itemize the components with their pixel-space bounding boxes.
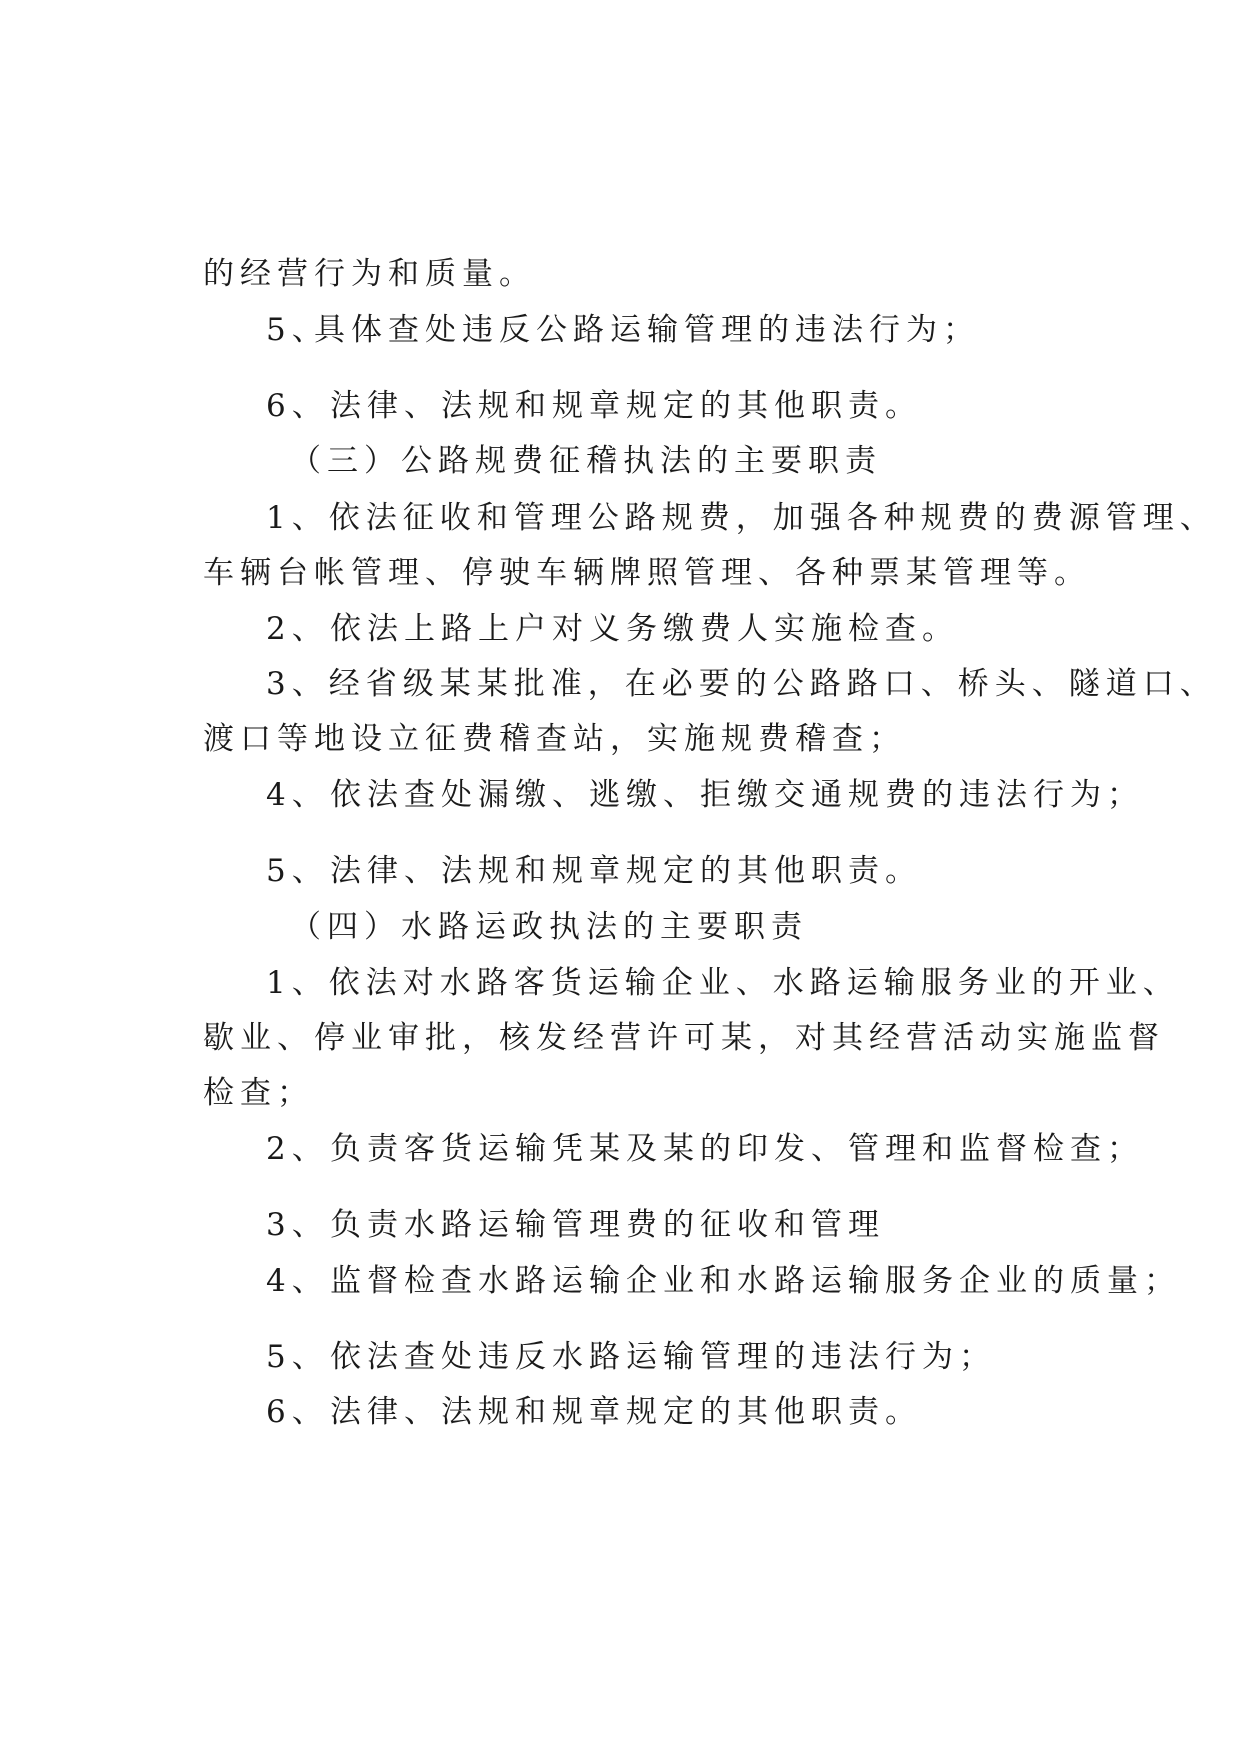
list-item-1-water-line1: 1、依法对水路客货运输企业、水路运输服务业的开业、 — [266, 965, 1180, 1001]
section-heading-3: （三）公路规费征稽执法的主要职责 — [290, 443, 882, 479]
list-item-5-highway: 5、具体查处违反公路运输管理的违法行为； — [266, 312, 980, 348]
list-item-4-fee: 4、依法查处漏缴、逃缴、拒缴交通规费的违法行为； — [266, 777, 1144, 813]
list-item-4-water: 4、监督检查水路运输企业和水路运输服务企业的质量； — [266, 1263, 1181, 1299]
list-item-5-fee: 5、法律、法规和规章规定的其他职责。 — [266, 853, 922, 889]
list-item-3-fee-line2: 渡口等地设立征费稽查站，实施规费稽查； — [203, 721, 906, 757]
list-item-2-fee: 2、依法上路上户对义务缴费人实施检查。 — [266, 611, 959, 647]
list-item-3-fee-line1: 3、经省级某某批准，在必要的公路路口、桥头、隧道口、 — [266, 666, 1217, 702]
list-item-5-water: 5、依法查处违反水路运输管理的违法行为； — [266, 1339, 996, 1375]
list-item-1-fee-line2: 车辆台帐管理、停驶车辆牌照管理、各种票某管理等。 — [203, 555, 1091, 591]
section-heading-4: （四）水路运政执法的主要职责 — [290, 909, 808, 945]
list-item-2-water: 2、负责客货运输凭某及某的印发、管理和监督检查； — [266, 1131, 1144, 1167]
list-item-1-water-line3: 检查； — [203, 1075, 314, 1111]
list-item-1-water-line2: 歇业、停业审批，核发经营许可某，对其经营活动实施监督 — [203, 1020, 1165, 1056]
list-item-6-water: 6、法律、法规和规章规定的其他职责。 — [266, 1394, 922, 1430]
list-item-6-highway: 6、法律、法规和规章规定的其他职责。 — [266, 388, 922, 424]
paragraph-continuation: 的经营行为和质量。 — [203, 256, 536, 292]
list-item-3-water: 3、负责水路运输管理费的征收和管理 — [266, 1207, 885, 1243]
list-item-1-fee-line1: 1、依法征收和管理公路规费，加强各种规费的费源管理、 — [266, 500, 1217, 536]
